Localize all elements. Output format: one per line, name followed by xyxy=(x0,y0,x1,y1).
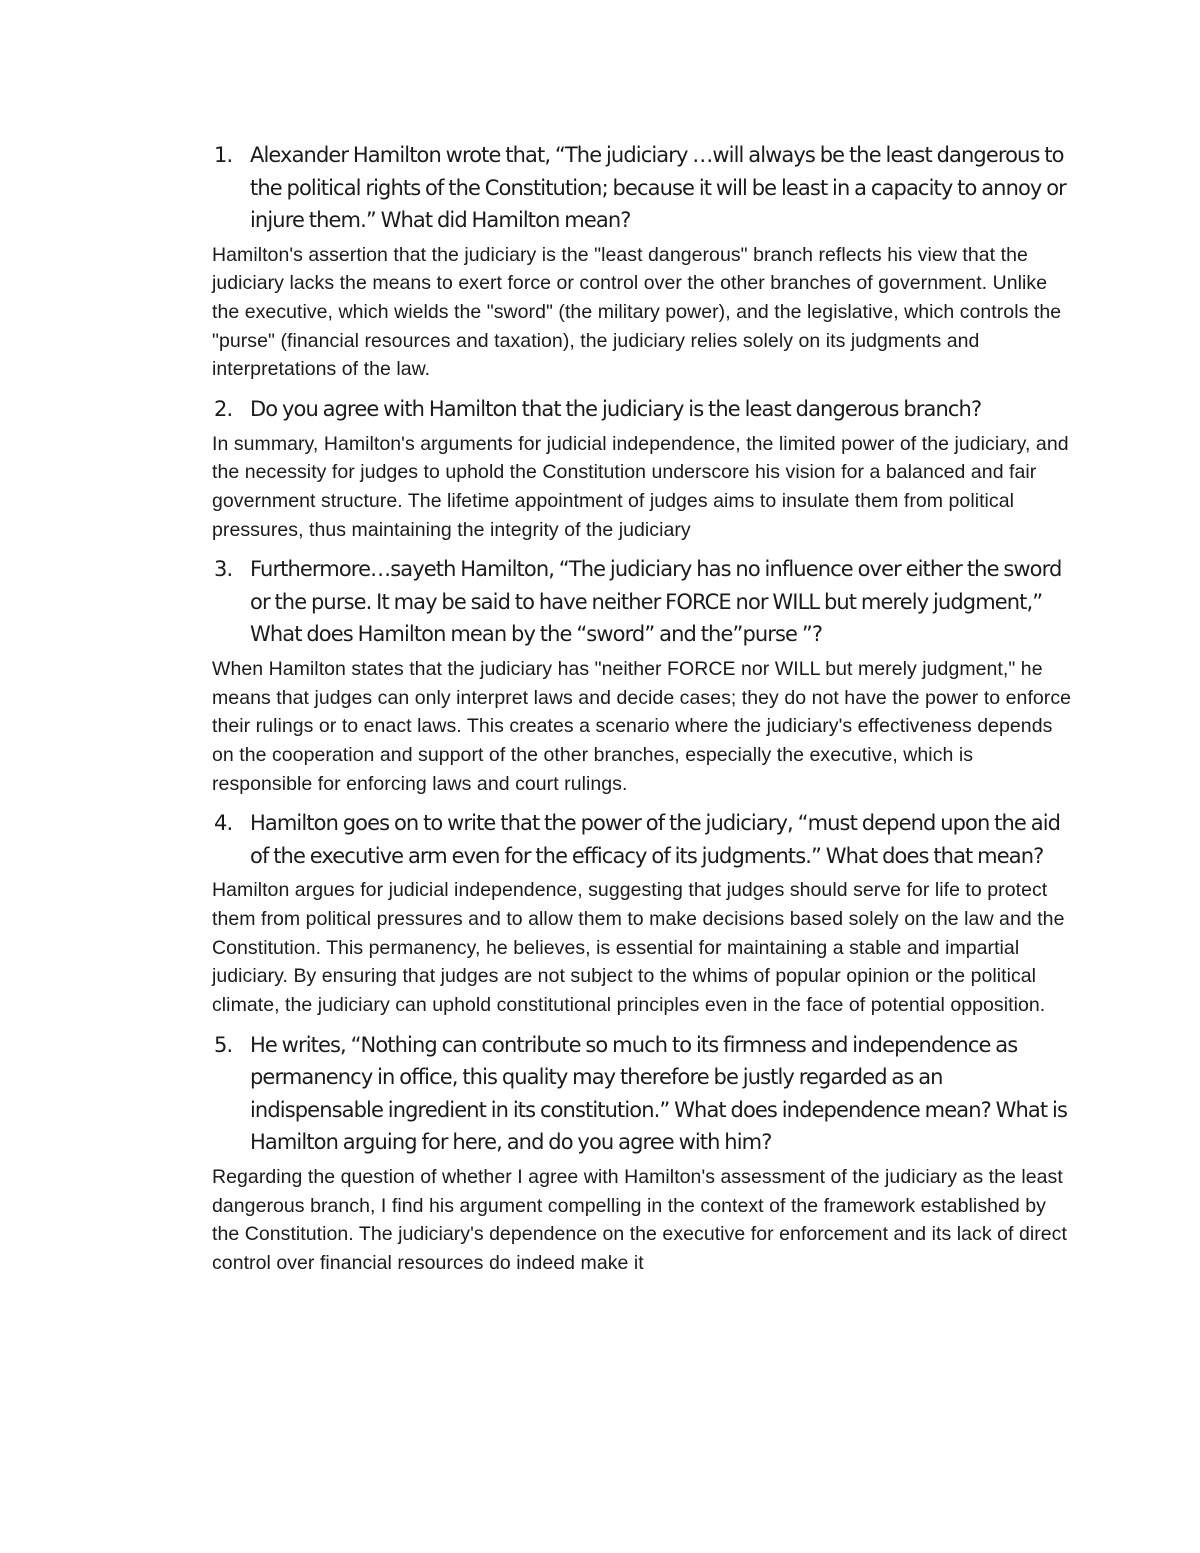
question-text: Hamilton goes on to write that the power of the judiciary, “must depend upon the aid of the executive arm even for the efficacy of its judgments.” What does that mean? xyxy=(250,811,1061,868)
document-content xyxy=(212,139,1074,1287)
answer-3: When Hamilton states that the judiciary has "neither FORCE nor WILL but merely judgment," he means that judges can only interpret laws and decide cases; they do not have the power to enforce their rulings or to enact laws. This creates a scenario where the judiciary's effectiveness depends on the cooperation and support of the other branches, especially the executive, which is responsible for enforcing laws and court rulings. xyxy=(212,657,1072,795)
answer-1: Hamilton's assertion that the judiciary is the "least dangerous" branch reflects his view that the judiciary lacks the means to exert force or control over the other branches of government. Unlike the executive, which wields the "sword" (the military power), and the legislative, which controls the "purse" (financial resources and taxation), the judiciary relies solely on its judgments and interpretations of the law. xyxy=(212,243,1062,381)
answer-2: In summary, Hamilton's arguments for judicial independence, the limited power of the judiciary, and the necessity for judges to uphold the Constitution underscore his vision for a balanced and fair government structure. The lifetime appointment of judges aims to insulate them from political pressures, thus maintaining the integrity of the judiciary xyxy=(212,432,1069,541)
question-5 xyxy=(212,1029,1074,1159)
question-text: Alexander Hamilton wrote that, “The judiciary …will always be the least dangerous to the political rights of the Constitution; because it will be least in a capacity to annoy or injure them.” What did Hamilton mean? xyxy=(250,143,1066,232)
question-number: 1. xyxy=(214,143,233,167)
answer-5: Regarding the question of whether I agree with Hamilton's assessment of the judiciary as the least dangerous branch, I find his argument compelling in the context of the framework established by the Constitution. The judiciary's dependence on the executive for enforcement and its lack of direct control over financial resources do indeed make it xyxy=(212,1165,1067,1274)
question-text: Furthermore…sayeth Hamilton, “The judiciary has no influence over either the sword or the purse. It may be said to have neither FORCE nor WILL but merely judgment,” What does Hamilton mean by the “sword” and the”purse ”? xyxy=(250,557,1062,647)
question-3 xyxy=(212,553,1074,651)
question-number: 4. xyxy=(214,811,233,836)
question-text: He writes, “Nothing can contribute so much to its firmness and independence as permanency in office, this quality may therefore be justly regarded as an indispensable ingredient in its constitution.” What does independence mean? What is Hamilton arguing for here, and do you agree with him? xyxy=(250,1032,1067,1155)
question-text: Do you agree with Hamilton that the judiciary is the least dangerous branch? xyxy=(250,397,982,422)
question-2 xyxy=(212,393,1074,426)
question-4 xyxy=(212,807,1074,872)
question-number: 3. xyxy=(214,557,233,582)
question-1 xyxy=(212,139,1074,237)
answer-4: Hamilton argues for judicial independence, suggesting that judges should serve for life to protect them from political pressures and to allow them to make decisions based solely on the law and the Constitution. This permanency, he believes, is essential for maintaining a stable and impartial judiciary. By ensuring that judges are not subject to the whims of popular opinion or the political climate, the judiciary can uphold constitutional principles even in the face of potential opposition. xyxy=(212,879,1065,1017)
question-number: 2. xyxy=(214,397,233,422)
question-number: 5. xyxy=(214,1032,233,1057)
